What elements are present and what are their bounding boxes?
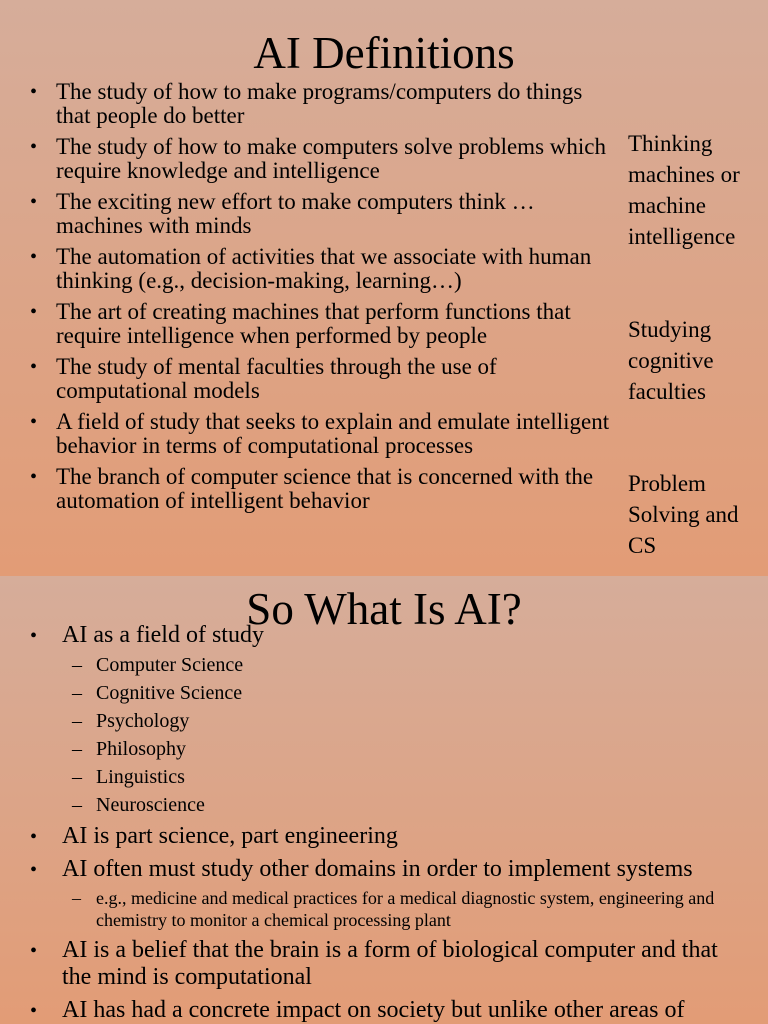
- sub-item: – e.g., medicine and medical practices for a medical diagnostic system, engineering and chemistry to monitor a chemical processing plant: [62, 887, 750, 931]
- list-item-text: AI as a field of study: [62, 622, 264, 648]
- side-label-problem-solving: Problem Solving and CS: [628, 471, 739, 558]
- slide-so-what-is-ai: [0, 576, 768, 1024]
- definition-item: • The branch of computer science that is concerned with the automation of intelligent behavior: [30, 465, 610, 513]
- definition-item: • The study of mental faculties through the use of computational models: [30, 355, 610, 403]
- sub-list: [62, 653, 750, 817]
- sub-item: – Linguistics: [62, 765, 750, 789]
- slide-title: So What Is AI?: [246, 584, 522, 634]
- list-item: • AI has had a concrete impact on society but unlike other areas of: [30, 997, 750, 1024]
- slide-title: AI Definitions: [253, 28, 515, 78]
- definition-item: • The automation of activities that we associate with human thinking (e.g., decision-making, learning…): [30, 245, 610, 293]
- side-label-thinking-machines: Thinking machines or machine intelligence: [628, 131, 740, 249]
- sub-item: – Neuroscience: [62, 793, 750, 817]
- definition-item: • The study of how to make computers solve problems which require knowledge and intelligence: [30, 135, 610, 183]
- definition-item: • The art of creating machines that perform functions that require intelligence when performed by people: [30, 300, 610, 348]
- list-item: [30, 622, 750, 817]
- list-item: [30, 856, 750, 931]
- definition-item: • A field of study that seeks to explain and emulate intelligent behavior in terms of computational processes: [30, 410, 610, 458]
- sub-item: – Computer Science: [62, 653, 750, 677]
- list-item: • AI is part science, part engineering: [30, 823, 750, 850]
- sub-item: – Psychology: [62, 709, 750, 733]
- sub-list: [62, 887, 750, 931]
- sub-item: – Cognitive Science: [62, 681, 750, 705]
- definitions-list: [30, 80, 610, 520]
- list-item-text: AI often must study other domains in order to implement systems: [62, 856, 693, 882]
- sub-item: – Philosophy: [62, 737, 750, 761]
- definition-item: • The exciting new effort to make computers think … machines with minds: [30, 190, 610, 238]
- list-item: • AI is a belief that the brain is a form of biological computer and that the mind is computational: [30, 937, 750, 991]
- definition-item: • The study of how to make programs/computers do things that people do better: [30, 80, 610, 128]
- side-label-cognitive-faculties: Studying cognitive faculties: [628, 317, 714, 404]
- what-is-ai-list: [30, 622, 750, 1024]
